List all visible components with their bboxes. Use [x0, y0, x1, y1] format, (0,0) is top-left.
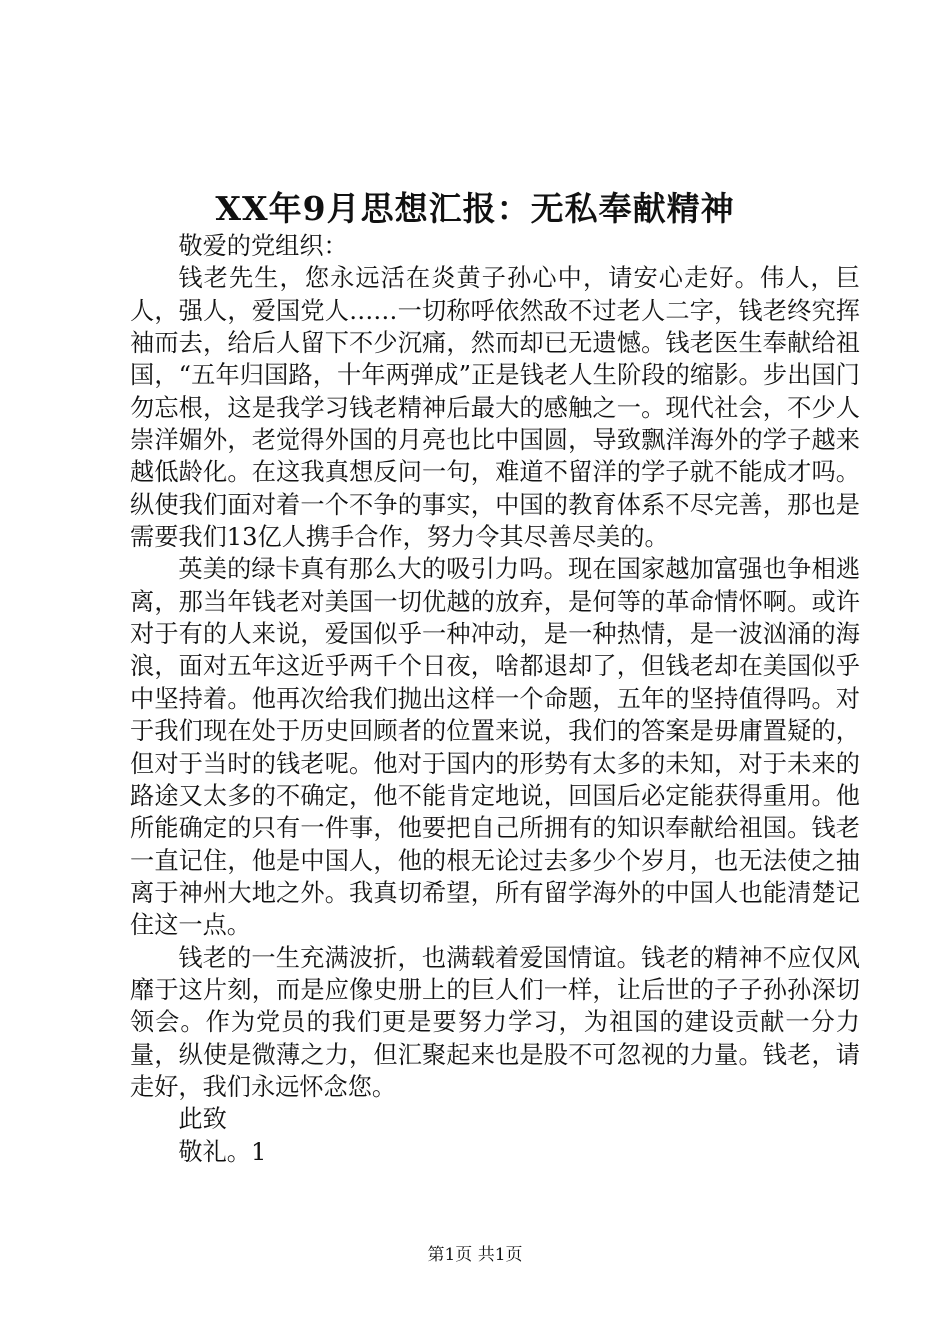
- document-title: XX年9月思想汇报：无私奉献精神: [215, 189, 735, 228]
- salutation: 敬爱的党组织：: [178, 232, 348, 260]
- paragraph-1: 钱老先生，您永远活在炎黄子孙心中，请安心走好。伟人，巨人，强人，爱国党人……一切称呼依然敌不过老人二字，钱老终究挥袖而去，给后人留下不少沉痛，然而却已无遗憾。钱老医生奉献给祖国，“五年归国路，十年两弹成”正是钱老人生阶段的缩影。步出国门勿忘根，这是我学习钱老精神后最大的感触之一。现代社会，不少人崇洋媚外，老觉得外国的月亮也比中国圆，导致飘洋海外的学子越来越低龄化。在这我真想反问一句，难道不留洋的学子就不能成才吗。纵使我们面对着一个不争的事实，中国的教育体系不尽完善，那也是需要我们13亿人携手合作，努力令其尽善尽美的。: [130, 264, 860, 552]
- paragraph-2: 英美的绿卡真有那么大的吸引力吗。现在国家越加富强也争相逃离，那当年钱老对美国一切优越的放弃，是何等的革命情怀啊。或许对于有的人来说，爱国似乎一种冲动，是一种热情，是一波汹涌的海浪，面对五年这近乎两千个日夜，啥都退却了，但钱老却在美国似乎中坚持着。他再次给我们抛出这样一个命题，五年的坚持值得吗。对于我们现在处于历史回顾者的位置来说，我们的答案是毋庸置疑的，但对于当时的钱老呢。他对于国内的形势有太多的未知，对于未来的路途又太多的不确定，他不能肯定地说，回国后必定能获得重用。他所能确定的只有一件事，他要把自己所拥有的知识奉献给祖国。钱老一直记住，他是中国人，他的根无论过去多少个岁月，也无法使之抽离于神州大地之外。我真切希望，所有留学海外的中国人也能清楚记住这一点。: [130, 555, 860, 940]
- paragraph-3: 钱老的一生充满波折，也满载着爱国情谊。钱老的精神不应仅风靡于这片刻，而是应像史册上的巨人们一样，让后世的子子孙孙深切领会。作为党员的我们更是要努力学习，为祖国的建设贡献一分力量，纵使是微薄之力，但汇聚起来也是股不可忽视的力量。钱老，请走好，我们永远怀念您。: [130, 943, 860, 1101]
- page-footer: 第1页 共1页: [427, 1245, 523, 1265]
- salute-line: 敬礼。1: [178, 1137, 267, 1166]
- closing-line: 此致: [178, 1105, 227, 1134]
- document-body: [130, 230, 860, 1168]
